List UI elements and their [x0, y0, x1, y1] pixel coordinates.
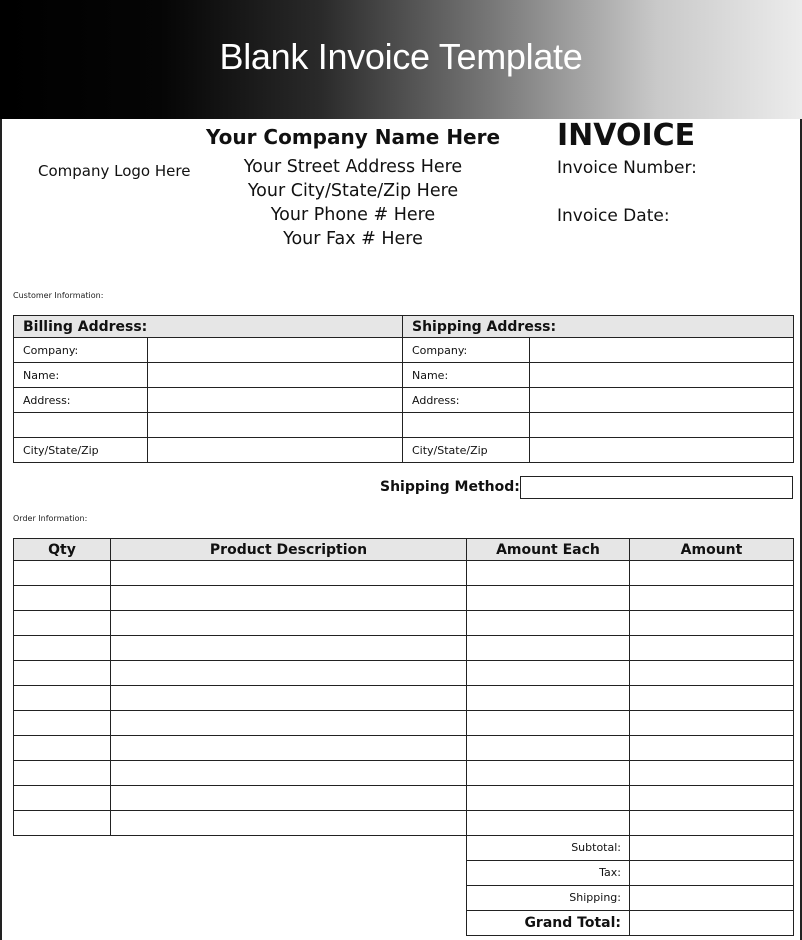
- table-row: [14, 736, 794, 761]
- shipping-method-label: Shipping Method:: [380, 479, 520, 495]
- invoice-number-label: Invoice Number:: [557, 158, 697, 178]
- product-description-cell[interactable]: [111, 586, 467, 611]
- amount-cell[interactable]: [630, 586, 794, 611]
- amount-each-cell[interactable]: [467, 786, 630, 811]
- amount-each-cell[interactable]: [467, 736, 630, 761]
- qty-cell[interactable]: [14, 636, 111, 661]
- tax-value-cell[interactable]: [630, 860, 794, 885]
- table-row: [14, 811, 794, 836]
- shipping-address-field[interactable]: [530, 388, 794, 413]
- shipping-address-header: Shipping Address:: [403, 316, 794, 338]
- company-phone: Your Phone # Here: [270, 205, 436, 225]
- table-row: [14, 686, 794, 711]
- amount-each-cell[interactable]: [467, 636, 630, 661]
- grand-total-row: [467, 910, 794, 935]
- table-row: [14, 338, 794, 363]
- shipping-city-state-zip-label: City/State/Zip: [403, 438, 530, 463]
- shipping-address-line2-label: [403, 413, 530, 438]
- amount-cell[interactable]: [630, 786, 794, 811]
- shipping-address-line2-field[interactable]: [530, 413, 794, 438]
- order-table-header: [14, 539, 794, 561]
- tax-row: [467, 860, 794, 885]
- table-row: [14, 711, 794, 736]
- table-row: [14, 786, 794, 811]
- table-row: [14, 661, 794, 686]
- shipping-value-cell[interactable]: [630, 885, 794, 910]
- table-row: [14, 586, 794, 611]
- subtotal-row: [467, 835, 794, 860]
- qty-cell[interactable]: [14, 686, 111, 711]
- amount-each-cell[interactable]: [467, 686, 630, 711]
- column-header-product-description: Product Description: [111, 539, 467, 561]
- table-row: [14, 388, 794, 413]
- amount-each-cell[interactable]: [467, 761, 630, 786]
- amount-each-cell[interactable]: [467, 611, 630, 636]
- customer-info-table: [13, 315, 794, 463]
- subtotal-label: Subtotal:: [467, 835, 630, 860]
- billing-name-label: Name:: [14, 363, 148, 388]
- amount-cell[interactable]: [630, 611, 794, 636]
- title-banner: [0, 0, 802, 119]
- shipping-label: Shipping:: [467, 885, 630, 910]
- shipping-company-field[interactable]: [530, 338, 794, 363]
- column-header-amount-each: Amount Each: [467, 539, 630, 561]
- tax-label: Tax:: [467, 860, 630, 885]
- shipping-name-label: Name:: [403, 363, 530, 388]
- amount-cell[interactable]: [630, 661, 794, 686]
- shipping-address-label: Address:: [403, 388, 530, 413]
- shipping-row: [467, 885, 794, 910]
- shipping-company-label: Company:: [403, 338, 530, 363]
- amount-cell[interactable]: [630, 761, 794, 786]
- billing-address-line2-field[interactable]: [148, 413, 403, 438]
- table-row: [14, 636, 794, 661]
- subtotal-value-cell[interactable]: [630, 835, 794, 860]
- billing-address-header: Billing Address:: [14, 316, 403, 338]
- amount-each-cell[interactable]: [467, 661, 630, 686]
- amount-each-cell[interactable]: [467, 711, 630, 736]
- product-description-cell[interactable]: [111, 661, 467, 686]
- qty-cell[interactable]: [14, 611, 111, 636]
- billing-company-field[interactable]: [148, 338, 403, 363]
- customer-table-header: [14, 316, 794, 338]
- product-description-cell[interactable]: [111, 611, 467, 636]
- qty-cell[interactable]: [14, 661, 111, 686]
- shipping-name-field[interactable]: [530, 363, 794, 388]
- product-description-cell[interactable]: [111, 811, 467, 836]
- billing-address-field[interactable]: [148, 388, 403, 413]
- product-description-cell[interactable]: [111, 636, 467, 661]
- billing-city-state-zip-field[interactable]: [148, 438, 403, 463]
- table-row: [14, 761, 794, 786]
- table-row: [14, 561, 794, 586]
- company-info: [200, 124, 506, 251]
- column-header-qty: Qty: [14, 539, 111, 561]
- company-fax: Your Fax # Here: [283, 229, 423, 249]
- product-description-cell[interactable]: [111, 736, 467, 761]
- grand-total-label: Grand Total:: [467, 910, 630, 935]
- amount-cell[interactable]: [630, 811, 794, 836]
- table-row: [14, 363, 794, 388]
- grand-total-value-cell[interactable]: [630, 910, 794, 935]
- product-description-cell[interactable]: [111, 786, 467, 811]
- billing-name-field[interactable]: [148, 363, 403, 388]
- qty-cell[interactable]: [14, 761, 111, 786]
- billing-address-line2-label: [14, 413, 148, 438]
- product-description-cell[interactable]: [111, 561, 467, 586]
- amount-each-cell[interactable]: [467, 811, 630, 836]
- billing-city-state-zip-label: City/State/Zip: [14, 438, 148, 463]
- banner-title: Blank Invoice Template: [219, 36, 583, 77]
- amount-cell[interactable]: [630, 711, 794, 736]
- billing-company-label: Company:: [14, 338, 148, 363]
- company-city-state-zip: Your City/State/Zip Here: [247, 181, 459, 201]
- order-table: [13, 538, 794, 836]
- shipping-method-field[interactable]: [520, 476, 793, 499]
- customer-section-label: Customer Information:: [13, 291, 104, 300]
- product-description-cell[interactable]: [111, 686, 467, 711]
- billing-address-label: Address:: [14, 388, 148, 413]
- qty-cell[interactable]: [14, 736, 111, 761]
- amount-each-cell[interactable]: [467, 586, 630, 611]
- product-description-cell[interactable]: [111, 711, 467, 736]
- qty-cell[interactable]: [14, 561, 111, 586]
- amount-cell[interactable]: [630, 686, 794, 711]
- table-row: [14, 413, 794, 438]
- amount-each-cell[interactable]: [467, 561, 630, 586]
- order-section-label: Order Information:: [13, 514, 88, 523]
- qty-cell[interactable]: [14, 586, 111, 611]
- company-street: Your Street Address Here: [243, 157, 463, 177]
- column-header-amount: Amount: [630, 539, 794, 561]
- table-row: [14, 611, 794, 636]
- totals-table: [466, 835, 794, 936]
- amount-cell[interactable]: [630, 736, 794, 761]
- shipping-city-state-zip-field[interactable]: [530, 438, 794, 463]
- company-logo-placeholder: Company Logo Here: [38, 162, 191, 180]
- page-border-left: [0, 119, 2, 940]
- invoice-date-label: Invoice Date:: [557, 206, 670, 226]
- product-description-cell[interactable]: [111, 761, 467, 786]
- invoice-title: INVOICE: [557, 118, 696, 153]
- company-name: Your Company Name Here: [205, 125, 501, 149]
- qty-cell[interactable]: [14, 711, 111, 736]
- qty-cell[interactable]: [14, 811, 111, 836]
- amount-cell[interactable]: [630, 561, 794, 586]
- qty-cell[interactable]: [14, 786, 111, 811]
- table-row: [14, 438, 794, 463]
- amount-cell[interactable]: [630, 636, 794, 661]
